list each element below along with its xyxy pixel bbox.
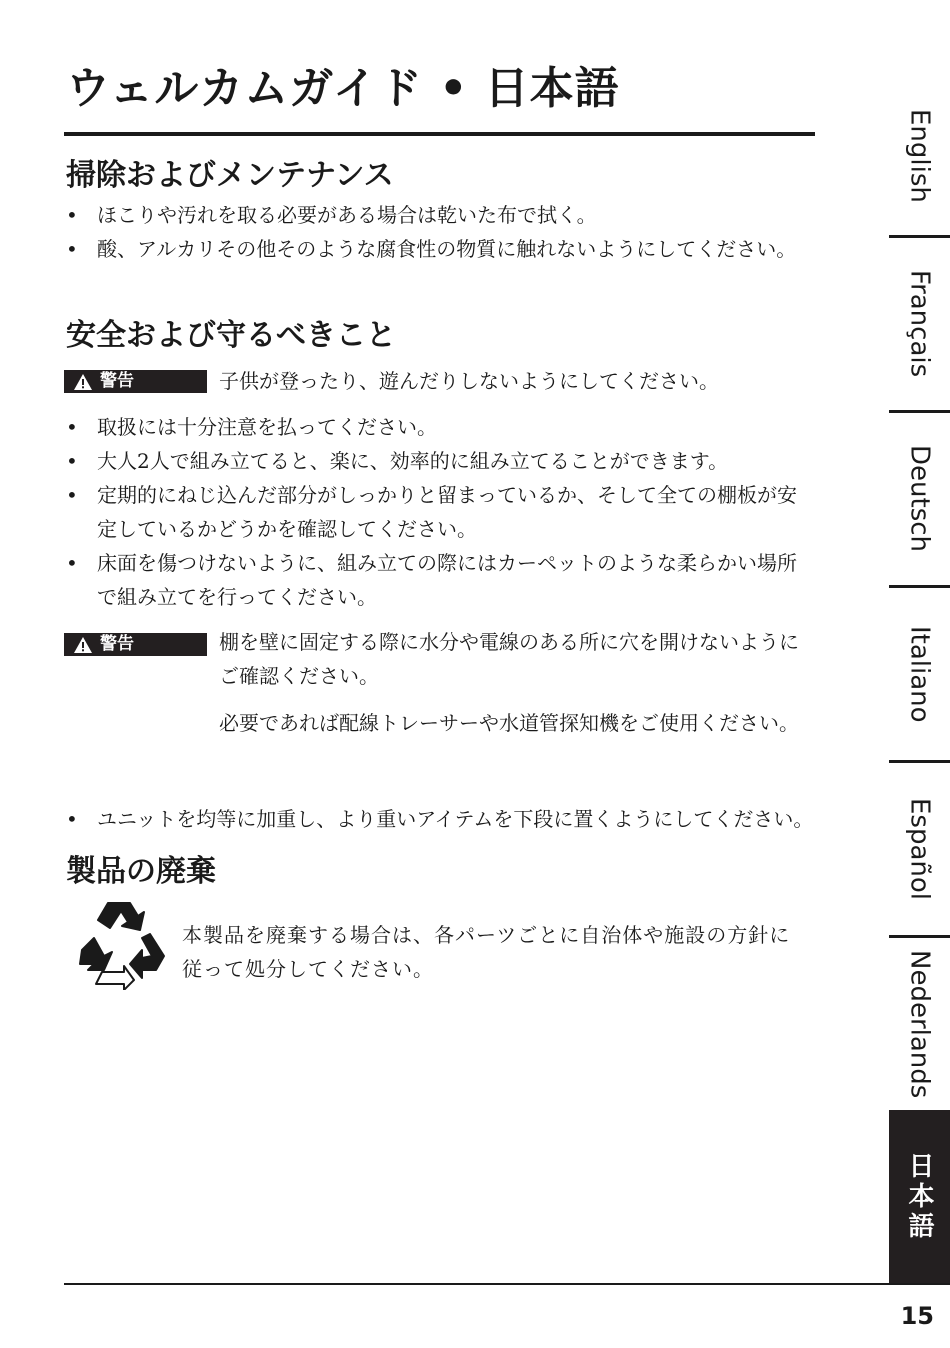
tab-english[interactable]: English (904, 109, 935, 203)
warning-icon (74, 637, 92, 653)
list-item: • 取扱には十分注意を払ってください。 (66, 410, 814, 444)
bullet: • (66, 483, 78, 507)
tab-francais[interactable]: Français (904, 270, 935, 378)
list-item: • 床面を傷つけないように、組み立ての際にはカーペットのような柔らかい場所で組み立てを行ってください。 (66, 546, 814, 614)
tab-japanese[interactable]: 日本語 (889, 1110, 950, 1284)
list-item: • ユニットを均等に加重し、より重いアイテムを下段に置くようにしてください。 (66, 802, 814, 836)
list-item: • 酸、アルカリその他そのような腐食性の物質に触れないようにしてください。 (66, 232, 814, 266)
page-title: ウェルカムガイド • 日本語 (66, 63, 620, 114)
disposal-text: 本製品を廃棄する場合は、各パーツごとに自治体や施設の方針に従って処分してください。 (182, 923, 791, 981)
cleaning-list (66, 198, 814, 266)
bullet: • (66, 807, 78, 831)
warning-badge: 警告 (64, 370, 207, 393)
list-item: • 大人2人で組み立てると、楽に、効率的に組み立てることができます。 (66, 444, 814, 478)
heading-disposal: 製品の廃棄 (66, 854, 216, 889)
tab-italiano[interactable]: Italiano (904, 625, 935, 723)
bullet: • (66, 415, 78, 439)
list-item: • 定期的にねじ込んだ部分がしっかりと留まっているか、そして全ての棚板が安定しているかどうかを確認してください。 (66, 478, 814, 546)
warning1-text: 子供が登ったり、遊んだりしないようにしてください。 (219, 369, 719, 393)
bullet: • (66, 551, 78, 575)
tab-deutsch[interactable]: Deutsch (904, 445, 935, 553)
safety-list (66, 410, 814, 614)
list-item: • ほこりや汚れを取る必要がある場合は乾いた布で拭く。 (66, 198, 814, 232)
tab-nederlands[interactable]: Nederlands (904, 949, 935, 1099)
heading-cleaning: 掃除およびメンテナンス (66, 158, 394, 193)
tab-espanol[interactable]: Español (904, 797, 935, 901)
recycle-icon (72, 898, 172, 990)
safety-list-2 (66, 802, 814, 836)
warning-badge: 警告 (64, 633, 207, 656)
bullet: • (66, 203, 78, 227)
bullet: • (66, 449, 78, 473)
warning2-text: 棚を壁に固定する際に水分や電線のある所に穴を開けないようにご確認ください。 (219, 630, 799, 688)
warning-icon (74, 374, 92, 390)
footer-rule (64, 1283, 950, 1285)
heading-safety: 安全および守るべきこと (66, 318, 396, 353)
bullet: • (66, 237, 78, 261)
title-rule (64, 132, 815, 136)
page-number: 15 (900, 1302, 934, 1330)
warning2-note: 必要であれば配線トレーサーや水道管探知機をご使用ください。 (219, 711, 799, 735)
